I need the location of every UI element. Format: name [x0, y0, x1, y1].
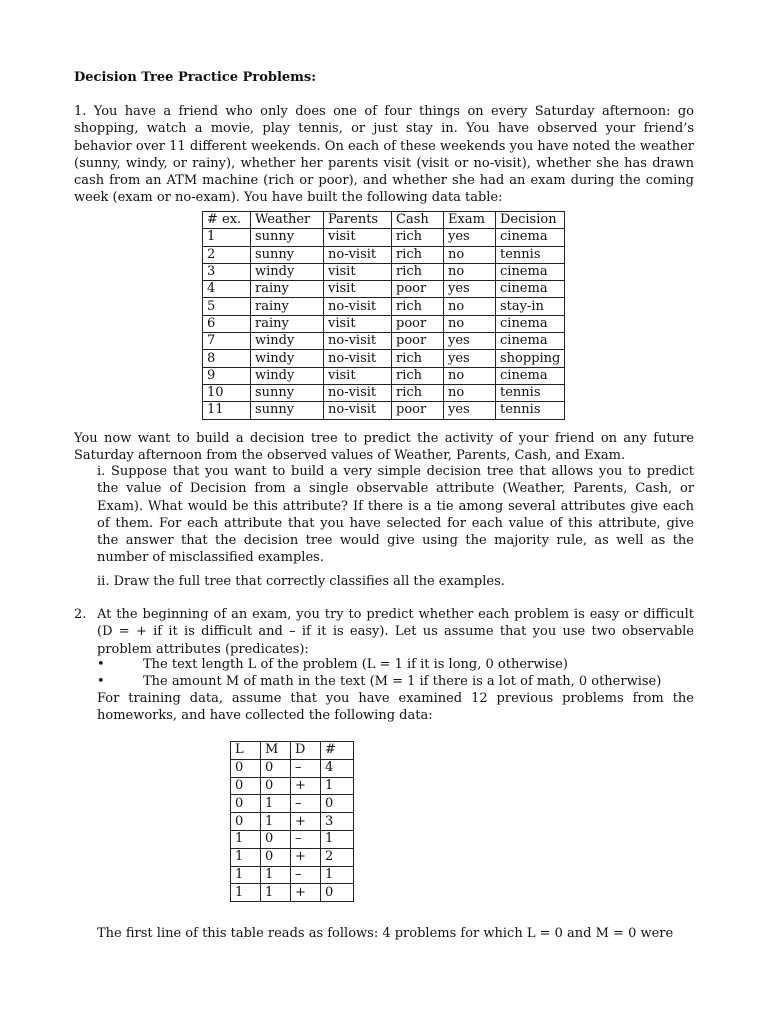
table-cell: –	[291, 795, 321, 813]
table-cell: 3	[321, 813, 354, 831]
table-cell: +	[291, 777, 321, 795]
table-cell: 0	[261, 848, 291, 866]
column-header: M	[261, 742, 291, 760]
page-title: Decision Tree Practice Problems:	[74, 70, 317, 85]
table-cell: 0	[231, 777, 261, 795]
table-cell: windy	[251, 367, 324, 384]
table-cell: poor	[392, 333, 444, 350]
table-row	[231, 777, 354, 795]
table-cell: 1	[231, 848, 261, 866]
table-cell: cinema	[496, 315, 565, 332]
table-cell: rainy	[251, 281, 324, 298]
table-cell: 1	[231, 830, 261, 848]
table-cell: no	[444, 246, 496, 263]
table-cell: visit	[324, 263, 392, 280]
table-cell: 1	[231, 884, 261, 902]
table-cell: no-visit	[324, 350, 392, 367]
table-cell: –	[291, 759, 321, 777]
table-cell: no-visit	[324, 384, 392, 401]
table-cell: 0	[231, 813, 261, 831]
table-cell: 6	[203, 315, 251, 332]
table-row	[203, 367, 565, 384]
table-cell: 1	[321, 830, 354, 848]
table-cell: no-visit	[324, 246, 392, 263]
table-row	[203, 315, 565, 332]
table-cell: windy	[251, 333, 324, 350]
table-row	[203, 333, 565, 350]
table-cell: sunny	[251, 384, 324, 401]
table-cell: 11	[203, 402, 251, 419]
table-header-row	[203, 212, 565, 229]
table-row	[203, 281, 565, 298]
column-header: L	[231, 742, 261, 760]
table-cell: yes	[444, 333, 496, 350]
column-header: # ex.	[203, 212, 251, 229]
column-header: Decision	[496, 212, 565, 229]
table-header-row	[231, 742, 354, 760]
table-cell: windy	[251, 350, 324, 367]
table-cell: 4	[203, 281, 251, 298]
problem-1-part-ii: ii. Draw the full tree that correctly classifies all the examples.	[97, 574, 505, 589]
table-cell: windy	[251, 263, 324, 280]
table-explanation: The first line of this table reads as follows: 4 problems for which L = 0 and M = 0 were	[97, 926, 674, 941]
table-row	[203, 350, 565, 367]
column-header: Cash	[392, 212, 444, 229]
table-cell: no	[444, 384, 496, 401]
table-cell: 0	[261, 777, 291, 795]
table-cell: 0	[231, 759, 261, 777]
table-cell: –	[291, 866, 321, 884]
table-row	[231, 884, 354, 902]
column-header: Parents	[324, 212, 392, 229]
table-row	[231, 795, 354, 813]
weekend-data-table	[202, 211, 565, 420]
table-cell: poor	[392, 281, 444, 298]
table-cell: no-visit	[324, 333, 392, 350]
bullet-marker: •	[97, 657, 105, 672]
table-cell: 1	[203, 229, 251, 246]
table-cell: rainy	[251, 315, 324, 332]
table-cell: 0	[321, 795, 354, 813]
table-cell: 2	[203, 246, 251, 263]
table-row	[231, 830, 354, 848]
problem-data-table	[230, 741, 354, 902]
table-cell: stay-in	[496, 298, 565, 315]
table-cell: rich	[392, 246, 444, 263]
table-cell: tennis	[496, 246, 565, 263]
table-cell: tennis	[496, 384, 565, 401]
table-cell: 1	[261, 884, 291, 902]
bullet-text: The text length L of the problem (L = 1 if it is long, 0 otherwise)	[143, 657, 568, 672]
table-cell: cinema	[496, 263, 565, 280]
table-cell: yes	[444, 350, 496, 367]
table-row	[231, 848, 354, 866]
table-cell: rich	[392, 229, 444, 246]
table-cell: visit	[324, 315, 392, 332]
table-cell: 8	[203, 350, 251, 367]
table-row	[231, 866, 354, 884]
table-row	[203, 229, 565, 246]
table-cell: cinema	[496, 367, 565, 384]
table-row	[203, 298, 565, 315]
table-cell: sunny	[251, 402, 324, 419]
table-cell: 0	[231, 795, 261, 813]
table-cell: 1	[261, 813, 291, 831]
problem-2-intro: At the beginning of an exam, you try to predict whether each problem is easy or difficult (D = + if it is difficult and – if it is easy). Let us assume that you use two observable problem attributes (predicates):	[97, 607, 694, 657]
table-cell: rich	[392, 367, 444, 384]
table-cell: 0	[321, 884, 354, 902]
table-cell: 1	[261, 866, 291, 884]
table-cell: 9	[203, 367, 251, 384]
table-cell: yes	[444, 281, 496, 298]
table-cell: 3	[203, 263, 251, 280]
table-cell: no	[444, 298, 496, 315]
table-cell: 10	[203, 384, 251, 401]
table-cell: 1	[261, 795, 291, 813]
table-cell: cinema	[496, 281, 565, 298]
table-cell: no	[444, 263, 496, 280]
table-row	[203, 402, 565, 419]
table-cell: yes	[444, 402, 496, 419]
column-header: #	[321, 742, 354, 760]
table-cell: 2	[321, 848, 354, 866]
problem-2-number: 2.	[74, 607, 87, 622]
table-cell: +	[291, 813, 321, 831]
table-cell: yes	[444, 229, 496, 246]
bullet-text: The amount M of math in the text (M = 1 if there is a lot of math, 0 otherwise)	[143, 674, 662, 689]
table-row	[203, 263, 565, 280]
table-cell: 0	[261, 830, 291, 848]
column-header: Weather	[251, 212, 324, 229]
table-cell: 4	[321, 759, 354, 777]
table-cell: –	[291, 830, 321, 848]
table-cell: cinema	[496, 333, 565, 350]
table-cell: no-visit	[324, 298, 392, 315]
table-cell: sunny	[251, 246, 324, 263]
table-cell: visit	[324, 281, 392, 298]
problem-2-training-data: For training data, assume that you have examined 12 previous problems from the homeworks, and have collected the following data:	[97, 691, 694, 724]
table-row	[231, 813, 354, 831]
table-cell: +	[291, 884, 321, 902]
table-cell: 1	[321, 777, 354, 795]
table-cell: 5	[203, 298, 251, 315]
problem-1-goal: You now want to build a decision tree to predict the activity of your friend on any future Saturday afternoon from the observed values of Weather, Parents, Cash, and Exam.	[74, 431, 694, 464]
table-row	[203, 246, 565, 263]
bullet-marker: •	[97, 674, 105, 689]
problem-1-part-i: i. Suppose that you want to build a very simple decision tree that allows you to predict the value of Decision from a single observable attribute (Weather, Parents, Cash, or Exam). What would be this attribute? If there is a tie among several attributes give each of them. For each attribute that you have selected for each value of this attribute, give the answer that the decision tree would give using the majority rule, as well as the number of misclassified examples.	[97, 464, 694, 566]
problem-1-intro: 1. You have a friend who only does one of four things on every Saturday afternoon: go shopping, watch a movie, play tennis, or just stay in. You have observed your friend’s behavior over 11 different weekends. On each of these weekends you have noted the weather (sunny, windy, or rainy), whether her parents visit (visit or no-visit), whether she has drawn cash from an ATM machine (rich or poor), and whether she had an exam during the coming week (exam or no-exam). You have built the following data table:	[74, 104, 694, 206]
table-cell: 0	[261, 759, 291, 777]
table-cell: visit	[324, 367, 392, 384]
table-cell: 7	[203, 333, 251, 350]
table-cell: shopping	[496, 350, 565, 367]
table-cell: no	[444, 315, 496, 332]
table-cell: poor	[392, 315, 444, 332]
table-cell: rich	[392, 263, 444, 280]
table-cell: no-visit	[324, 402, 392, 419]
table-cell: sunny	[251, 229, 324, 246]
table-cell: +	[291, 848, 321, 866]
column-header: D	[291, 742, 321, 760]
table-cell: visit	[324, 229, 392, 246]
table-cell: no	[444, 367, 496, 384]
table-cell: rich	[392, 350, 444, 367]
table-cell: poor	[392, 402, 444, 419]
table-cell: rainy	[251, 298, 324, 315]
table-cell: 1	[321, 866, 354, 884]
column-header: Exam	[444, 212, 496, 229]
table-cell: tennis	[496, 402, 565, 419]
table-cell: rich	[392, 384, 444, 401]
table-row	[231, 759, 354, 777]
table-cell: 1	[231, 866, 261, 884]
table-row	[203, 384, 565, 401]
table-cell: rich	[392, 298, 444, 315]
table-cell: cinema	[496, 229, 565, 246]
